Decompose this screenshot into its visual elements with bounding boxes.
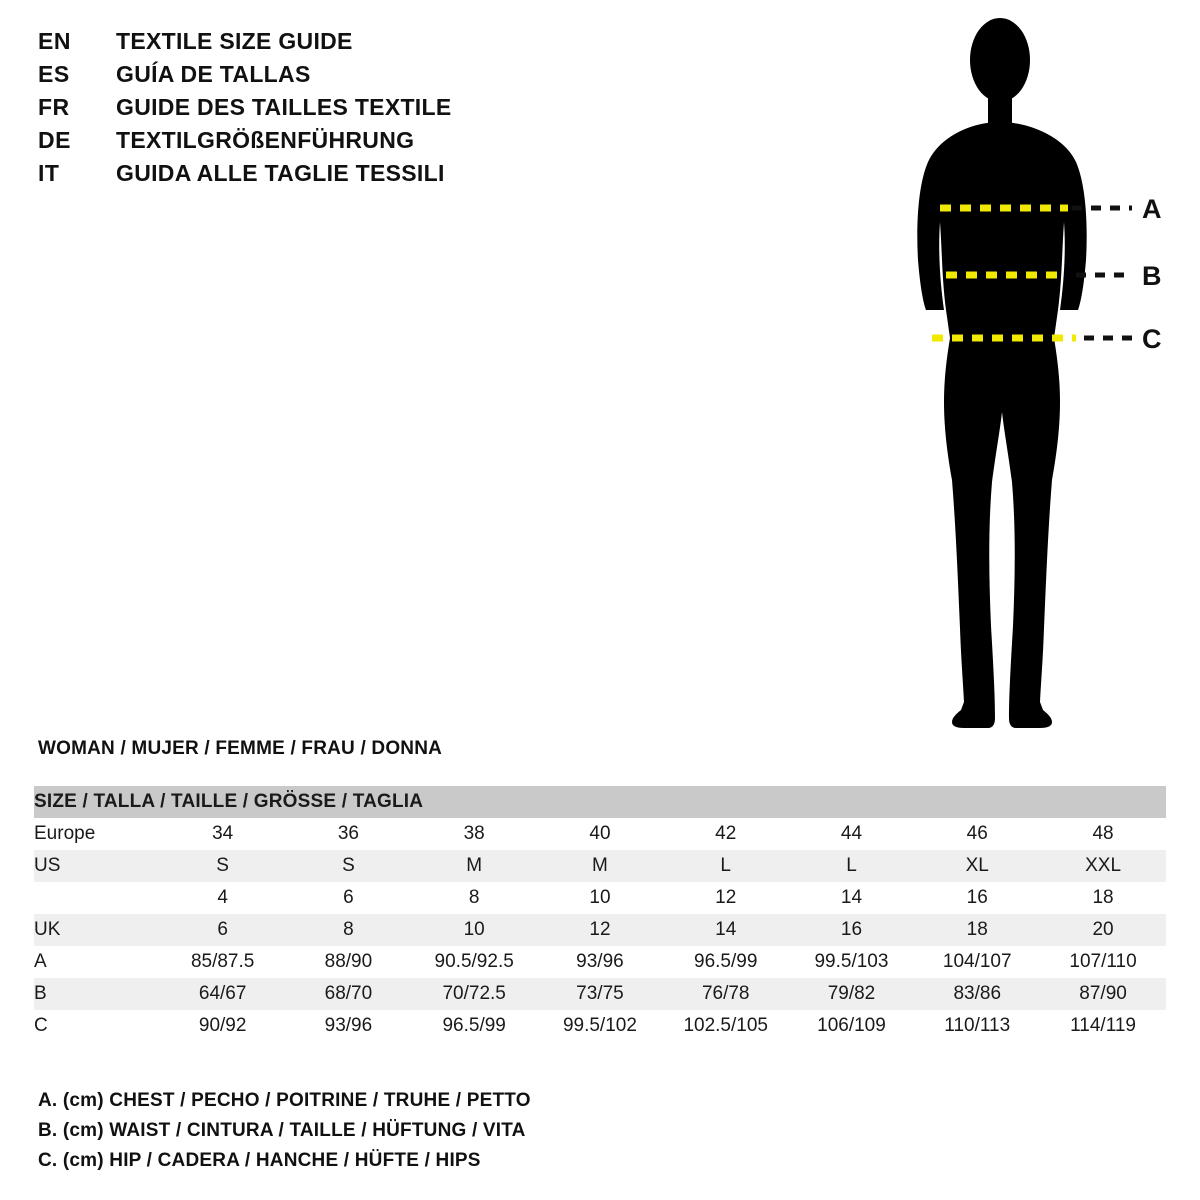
legend-hip: C. (cm) HIP / CADERA / HANCHE / HÜFTE / HIPS	[38, 1150, 481, 1171]
cell-europe-5: 44	[840, 823, 863, 844]
cell-c-0: 90/92	[198, 1015, 247, 1036]
table-row	[34, 1010, 1166, 1042]
table-row	[34, 946, 1166, 978]
cell-europe-2: 38	[463, 823, 485, 844]
cell-c-3: 99.5/102	[562, 1015, 637, 1036]
language-row-it	[38, 160, 678, 193]
language-row-es	[38, 61, 678, 94]
cell-a-4: 96.5/99	[694, 951, 758, 972]
cell-uk-4: 14	[715, 919, 737, 940]
cell-europe-1: 36	[337, 823, 359, 844]
cell-c-7: 114/119	[1070, 1015, 1136, 1036]
cell-usnum-5: 14	[840, 887, 863, 908]
row-label-us-numeric	[34, 882, 160, 914]
cell-c-1: 93/96	[324, 1015, 373, 1036]
cell-b-2: 70/72.5	[442, 983, 506, 1004]
cell-b-7: 87/90	[1079, 983, 1127, 1004]
body-figure	[860, 10, 1190, 750]
table-row	[34, 850, 1166, 882]
cell-uk-2: 10	[463, 919, 485, 940]
language-row-de	[38, 127, 678, 160]
cell-uk-7: 20	[1092, 919, 1114, 940]
row-label-europe: Europe	[34, 823, 96, 844]
table-row	[34, 914, 1166, 946]
language-title-fr: GUIDE DES TAILLES TEXTILE	[116, 94, 452, 120]
measurement-legend	[38, 1090, 738, 1180]
language-row-fr	[38, 94, 678, 127]
cell-b-5: 79/82	[827, 983, 876, 1004]
cell-a-7: 107/110	[1069, 951, 1137, 972]
cell-us-7: XXL	[1085, 855, 1122, 876]
row-label-a: A	[34, 951, 47, 972]
language-code-fr: FR	[38, 94, 70, 120]
cell-usnum-2: 8	[468, 887, 480, 908]
table-row	[34, 978, 1166, 1010]
language-title-es: GUÍA DE TALLAS	[116, 61, 311, 87]
cell-us-5: L	[846, 855, 857, 876]
female-silhouette-icon	[917, 18, 1086, 728]
cell-usnum-7: 18	[1092, 887, 1114, 908]
language-row-en	[38, 28, 678, 61]
row-label-us: US	[34, 855, 61, 876]
cell-c-2: 96.5/99	[442, 1015, 506, 1036]
cell-a-5: 99.5/103	[814, 951, 889, 972]
cell-europe-4: 42	[715, 823, 737, 844]
table-row	[34, 882, 1166, 914]
cell-b-4: 76/78	[701, 983, 750, 1004]
waist-marker-label: B	[1142, 261, 1162, 291]
cell-a-3: 93/96	[576, 951, 624, 972]
section-title-woman: WOMAN / MUJER / FEMME / FRAU / DONNA	[38, 738, 443, 759]
legend-chest: A. (cm) CHEST / PECHO / POITRINE / TRUHE / PETTO	[38, 1090, 531, 1111]
cell-europe-0: 34	[212, 823, 234, 844]
cell-usnum-0: 4	[217, 887, 228, 908]
cell-uk-0: 6	[217, 919, 228, 940]
cell-us-0: S	[216, 855, 229, 876]
hip-marker-label: C	[1142, 324, 1162, 354]
table-row	[34, 818, 1166, 850]
cell-us-1: S	[342, 855, 355, 876]
cell-usnum-3: 10	[589, 887, 611, 908]
cell-us-2: M	[466, 855, 483, 876]
language-code-es: ES	[38, 61, 70, 87]
cell-a-6: 104/107	[942, 951, 1012, 972]
table-header-label: SIZE / TALLA / TAILLE / GRÖSSE / TAGLIA	[34, 791, 424, 812]
cell-us-6: XL	[965, 855, 989, 876]
cell-a-1: 88/90	[324, 951, 373, 972]
language-title-it: GUIDA ALLE TAGLIE TESSILI	[116, 160, 445, 186]
table-header-row	[34, 786, 1166, 818]
row-label-c: C	[34, 1015, 48, 1036]
language-title-de: TEXTILGRÖßENFÜHRUNG	[116, 127, 415, 153]
cell-usnum-4: 12	[715, 887, 737, 908]
language-title-block	[38, 28, 678, 193]
language-code-de: DE	[38, 127, 71, 153]
cell-c-5: 106/109	[817, 1015, 886, 1036]
size-table-wrapper	[34, 786, 1166, 1042]
cell-europe-6: 46	[966, 823, 988, 844]
cell-b-6: 83/86	[953, 983, 1002, 1004]
language-title-en: TEXTILE SIZE GUIDE	[116, 28, 353, 54]
cell-us-3: M	[592, 855, 608, 876]
cell-europe-7: 48	[1092, 823, 1114, 844]
cell-b-1: 68/70	[324, 983, 373, 1004]
size-table	[34, 786, 1166, 1042]
cell-b-3: 73/75	[576, 983, 624, 1004]
language-code-en: EN	[38, 28, 71, 54]
row-label-b: B	[34, 983, 47, 1004]
row-label-uk: UK	[34, 919, 61, 940]
language-code-it: IT	[38, 160, 60, 186]
cell-a-0: 85/87.5	[190, 951, 255, 972]
cell-a-2: 90.5/92.5	[434, 951, 514, 972]
cell-usnum-1: 6	[343, 887, 354, 908]
cell-b-0: 64/67	[198, 983, 247, 1004]
chest-marker-label: A	[1142, 194, 1162, 224]
cell-uk-1: 8	[343, 919, 354, 940]
legend-waist: B. (cm) WAIST / CINTURA / TAILLE / HÜFTUNG / VITA	[38, 1120, 526, 1141]
cell-c-6: 110/113	[944, 1015, 1011, 1036]
cell-usnum-6: 16	[966, 887, 988, 908]
cell-europe-3: 40	[589, 823, 611, 844]
cell-c-4: 102.5/105	[683, 1015, 768, 1036]
cell-uk-6: 18	[966, 919, 988, 940]
cell-uk-5: 16	[840, 919, 863, 940]
cell-uk-3: 12	[589, 919, 611, 940]
cell-us-4: L	[720, 855, 731, 876]
